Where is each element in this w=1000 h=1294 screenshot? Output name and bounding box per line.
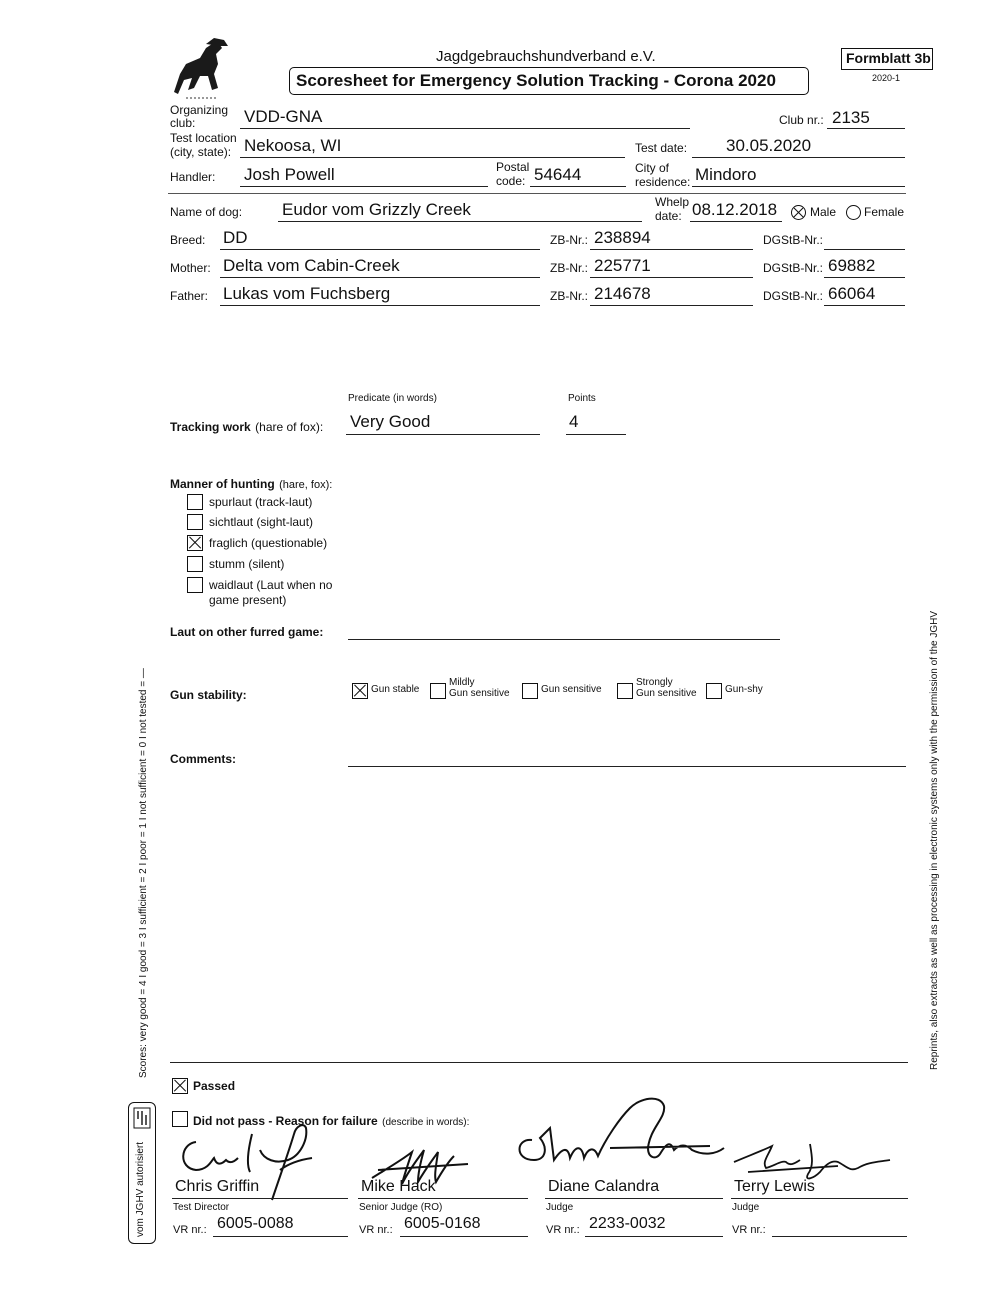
judge-role: Senior Judge (RO) [359, 1202, 443, 1213]
section-divider [168, 193, 906, 194]
judge-vr-line [213, 1236, 348, 1237]
gun-option-checkbox[interactable] [617, 683, 633, 699]
judge-role: Judge [546, 1202, 574, 1213]
father-dgstb-value: 66064 [828, 284, 876, 303]
dog-name-value: Eudor vom Grizzly Creek [282, 200, 471, 219]
father-label: Father: [170, 289, 209, 303]
hunting-option-checkbox[interactable] [187, 556, 203, 572]
handler-value: Josh Powell [244, 165, 335, 184]
passed-label: Passed [193, 1079, 236, 1093]
father-dgstb-line [824, 305, 905, 306]
club-nr-value: 2135 [832, 108, 870, 127]
city-label: City of residence: [635, 161, 691, 189]
test-location-value: Nekoosa, WI [244, 136, 342, 155]
hunting-option-label: sichtlaut (sight-laut) [209, 515, 314, 529]
father-zb-value: 214678 [594, 284, 651, 303]
test-date-value: 30.05.2020 [726, 136, 812, 155]
judge-vr-value: 6005-0168 [404, 1215, 481, 1232]
test-location-label: Test location (city, state): [170, 131, 237, 159]
test-location-line [240, 157, 625, 158]
points-header: Points [568, 393, 596, 404]
reprint-notice: Reprints, also extracts as well as processing in electronic systems only with the permission of the JGHV [929, 610, 940, 1070]
dog-with-bird-logo-icon [166, 34, 236, 104]
postal-code-value: 54644 [534, 165, 582, 184]
test-date-label: Test date: [635, 141, 688, 155]
scores-legend: Scores: very good = 4 I good = 3 I sufficient = 2 I poor = 1 I not sufficient = 0 I not tested = — [138, 668, 149, 1078]
stamp-text: vom JGHV autorisiert [135, 1141, 146, 1237]
judge-signature-line [545, 1198, 723, 1199]
organizing-club-value: VDD-GNA [244, 107, 323, 126]
father-zb-line [590, 305, 753, 306]
judge-vr-value: 6005-0088 [217, 1215, 294, 1232]
hunting-option-label-line2: game present) [209, 593, 287, 607]
father-zb-label: ZB-Nr.: [550, 289, 588, 303]
judge-name: Mike Hack [361, 1178, 436, 1195]
father-line [220, 305, 540, 306]
manner-of-hunting-label [170, 475, 332, 493]
laut-other-label: Laut on other furred game: [170, 625, 324, 639]
breed-dgstb-line [824, 249, 905, 250]
jghv-stamp [128, 1102, 156, 1244]
hunting-option-label: stumm (silent) [209, 557, 285, 571]
hunting-option-checkbox[interactable] [187, 577, 203, 593]
comments-line [348, 766, 906, 767]
gun-option-label: Gun sensitive [541, 684, 602, 695]
male-radio[interactable] [791, 205, 806, 220]
father-dgstb-label: DGStB-Nr.: [763, 289, 824, 303]
club-nr-line [827, 128, 905, 129]
tracking-points-line [566, 434, 626, 435]
laut-other-line [348, 639, 780, 640]
jghv-stamp-icon [133, 1107, 151, 1129]
judge-signature-line [358, 1198, 528, 1199]
tracking-work-title: Tracking work [170, 420, 251, 434]
mother-value: Delta vom Cabin-Creek [223, 256, 400, 275]
gun-option-label: Gun stable [371, 684, 420, 695]
comments-label: Comments: [170, 752, 237, 766]
city-line [692, 186, 905, 187]
hunting-option-label: fraglich (questionable) [209, 536, 328, 550]
judge-vr-line [585, 1236, 723, 1237]
father-value: Lukas vom Fuchsberg [223, 284, 391, 303]
hunting-option-checkbox[interactable] [187, 535, 203, 551]
did-not-pass-title: Did not pass - Reason for failure [193, 1114, 378, 1128]
hunting-option-label: waidlaut (Laut when no game present) [209, 578, 333, 607]
gun-option-label-line2: Gun sensitive [636, 688, 697, 699]
org-name: Jagdgebrauchshundverband e.V. [436, 48, 656, 65]
breed-zb-value: 238894 [594, 228, 651, 247]
judge-name: Diane Calandra [548, 1178, 660, 1195]
gun-option-label: Mildly Gun sensitive [449, 677, 510, 699]
judge-vr-label: VR nr.: [732, 1224, 766, 1236]
mother-zb-label: ZB-Nr.: [550, 261, 588, 275]
form-version: 2020-1 [872, 73, 901, 83]
male-label: Male [810, 205, 837, 219]
city-value: Mindoro [695, 165, 757, 184]
tracking-points-value: 4 [569, 412, 579, 431]
tracking-work-sub: (hare of fox): [255, 420, 324, 434]
gun-option-label: Strongly Gun sensitive [636, 677, 697, 699]
signature-diane-calandra [510, 1088, 740, 1178]
mother-zb-line [590, 277, 753, 278]
breed-zb-label: ZB-Nr.: [550, 233, 588, 247]
dog-name-label: Name of dog: [170, 205, 243, 219]
mother-zb-value: 225771 [594, 256, 651, 275]
judge-role: Test Director [173, 1202, 230, 1213]
form-title: Scoresheet for Emergency Solution Tracking - Corona 2020 [296, 71, 776, 90]
female-label: Female [864, 205, 905, 219]
hunting-option-checkbox[interactable] [187, 514, 203, 530]
judge-name: Terry Lewis [734, 1178, 815, 1195]
organizing-club-label: Organizing club: [170, 103, 229, 130]
mother-line [220, 277, 540, 278]
passed-checkbox[interactable] [172, 1078, 188, 1094]
manner-of-hunting-sub: (hare, fox): [279, 479, 333, 491]
whelp-date-value: 08.12.2018 [692, 200, 778, 219]
whelp-date-label: Whelp date: [655, 195, 690, 223]
postal-code-label: Postal code: [496, 160, 530, 188]
judge-vr-label: VR nr.: [546, 1224, 580, 1236]
hunting-option-label: spurlaut (track-laut) [209, 495, 313, 509]
mother-dgstb-line [824, 277, 905, 278]
club-nr-label: Club nr.: [779, 113, 824, 127]
organizing-club-line [240, 128, 690, 129]
whelp-date-line [690, 221, 782, 222]
judge-signature-line [731, 1198, 908, 1199]
gun-option-label: Gun-shy [725, 684, 763, 695]
mother-label: Mother: [170, 261, 211, 275]
female-radio[interactable] [846, 205, 861, 220]
tracking-predicate-line [346, 434, 540, 435]
breed-value: DD [223, 228, 248, 247]
form-id: Formblatt 3b [846, 50, 931, 66]
test-date-line [692, 157, 905, 158]
dog-name-line [278, 221, 642, 222]
judge-role: Judge [732, 1202, 760, 1213]
tracking-work-label [170, 418, 323, 436]
tracking-predicate-value: Very Good [350, 412, 431, 431]
breed-dgstb-label: DGStB-Nr.: [763, 233, 824, 247]
gun-option-label-line2: Gun sensitive [449, 688, 510, 699]
handler-line [240, 186, 488, 187]
judge-vr-line [400, 1236, 528, 1237]
gun-option-checkbox[interactable] [430, 683, 446, 699]
mother-dgstb-label: DGStB-Nr.: [763, 261, 824, 275]
results-divider [170, 1062, 908, 1063]
judge-vr-label: VR nr.: [359, 1224, 393, 1236]
manner-of-hunting-title: Manner of hunting [170, 477, 275, 491]
judge-vr-value: 2233-0032 [589, 1215, 666, 1232]
mother-dgstb-value: 69882 [828, 256, 876, 275]
breed-label: Breed: [170, 233, 206, 247]
judge-vr-line [772, 1236, 907, 1237]
gun-option-checkbox[interactable] [522, 683, 538, 699]
hunting-option-checkbox[interactable] [187, 494, 203, 510]
judge-name: Chris Griffin [175, 1178, 260, 1195]
breed-line [220, 249, 540, 250]
handler-label: Handler: [170, 170, 216, 184]
did-not-pass-sub: (describe in words): [382, 1117, 470, 1128]
gun-stability-label: Gun stability: [170, 688, 247, 702]
judge-signature-line [172, 1198, 348, 1199]
gun-option-checkbox[interactable] [706, 683, 722, 699]
breed-zb-line [590, 249, 753, 250]
judge-vr-label: VR nr.: [173, 1224, 207, 1236]
postal-code-line [530, 186, 626, 187]
predicate-header: Predicate (in words) [348, 393, 437, 404]
gun-option-checkbox[interactable] [352, 683, 368, 699]
